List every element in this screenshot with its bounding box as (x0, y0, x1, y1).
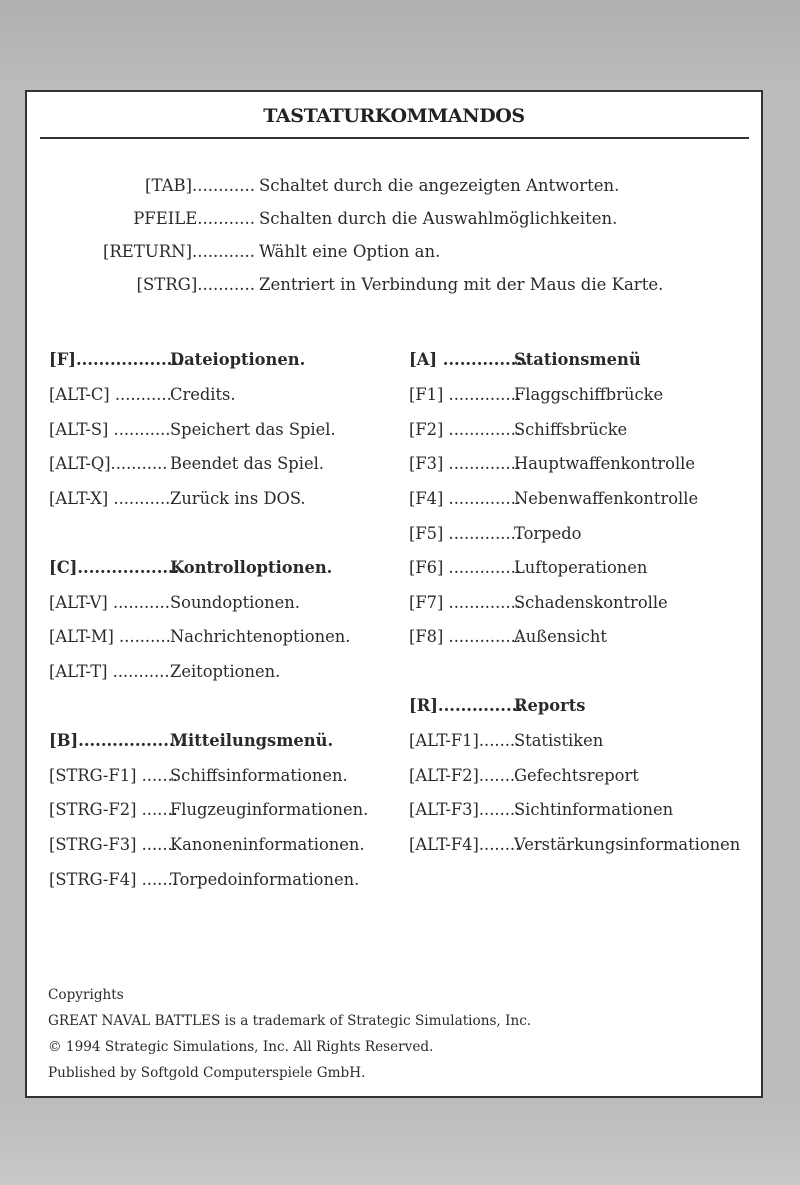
key-label: [F8] .............. (409, 627, 521, 646)
key-label: [TAB]............ (145, 176, 255, 195)
command-description: Schiffsinformationen. (170, 766, 348, 785)
key-label: [STRG-F2] ....... (49, 800, 178, 819)
copyright-heading: Copyrights (48, 987, 124, 1003)
command-description: Speichert das Spiel. (170, 420, 336, 439)
key-label: [RETURN]............ (102, 242, 255, 261)
command-description: Hauptwaffenkontrolle (514, 454, 696, 473)
command-description: Schiffsbrücke (514, 420, 628, 439)
command-description: Schadenskontrolle (514, 593, 668, 612)
key-label: [STRG]........... (136, 275, 255, 294)
command-description: Verstärkungsinformationen (514, 835, 741, 854)
section-title: Mitteilungsmenü. (170, 731, 334, 750)
background-bottom (0, 1100, 800, 1185)
command-description: Sichtinformationen (514, 800, 674, 819)
key-row-ctrl (27, 275, 761, 299)
key-label: [B]................... (49, 731, 186, 750)
key-label: [F1] .............. (409, 385, 521, 404)
key-label: [C]................... (49, 558, 186, 577)
command-description: Beendet das Spiel. (170, 454, 324, 473)
key-label: [ALT-X] ........... (49, 489, 171, 508)
trademark-line: GREAT NAVAL BATTLES is a trademark of Strategic Simulations, Inc. (48, 1013, 532, 1029)
key-description: Wählt eine Option an. (259, 242, 441, 261)
key-label: [STRG-F1] ....... (49, 766, 178, 785)
key-row-tab (27, 176, 761, 200)
command-description: Soundoptionen. (170, 593, 300, 612)
command-description: Außensicht (514, 627, 607, 646)
section-title: Stationsmenü (514, 350, 641, 369)
key-label: [F]................... (49, 350, 184, 369)
command-description: Gefechtsreport (514, 766, 639, 785)
manual-page (25, 90, 763, 1098)
command-description: Torpedo (514, 524, 582, 543)
key-label: [F4] .............. (409, 489, 521, 508)
command-description: Credits. (170, 385, 236, 404)
command-description: Torpedoinformationen. (170, 870, 360, 889)
key-label: [A] ............... (409, 350, 528, 369)
key-label: [ALT-V] ........... (49, 593, 170, 612)
key-description: Schaltet durch die angezeigten Antworten. (259, 176, 620, 195)
key-label: [R]............... (409, 696, 523, 715)
key-label: [STRG-F4] ....... (49, 870, 178, 889)
copyright-block (48, 985, 531, 1089)
command-description: Flaggschiffbrücke (514, 385, 664, 404)
command-description: Kanoneninformationen. (170, 835, 365, 854)
key-label: [F3] .............. (409, 454, 521, 473)
key-label: [STRG-F3] ....... (49, 835, 178, 854)
title-rule (40, 137, 749, 139)
command-description: Nebenwaffenkontrolle (514, 489, 699, 508)
key-label: [ALT-T] ........... (49, 662, 170, 681)
command-description: Zurück ins DOS. (170, 489, 306, 508)
key-label: [ALT-F3]........ (409, 800, 521, 819)
command-description: Luftoperationen (514, 558, 648, 577)
key-label: [ALT-M] .......... (49, 627, 171, 646)
copyright-line: © 1994 Strategic Simulations, Inc. All Rights Reserved. (48, 1039, 434, 1055)
section-title: Dateioptionen. (170, 350, 306, 369)
section-title: Reports (514, 696, 586, 715)
key-label: [ALT-F4]........ (409, 835, 521, 854)
publisher-line: Published by Softgold Computerspiele GmbH. (48, 1065, 366, 1081)
key-label: [F7] .............. (409, 593, 521, 612)
key-description: Schalten durch die Auswahlmöglichkeiten. (259, 209, 618, 228)
command-description: Flugzeuginformationen. (170, 800, 369, 819)
key-label: [ALT-Q]........... (49, 454, 168, 473)
key-row-return (27, 242, 761, 266)
command-description: Nachrichtenoptionen. (170, 627, 351, 646)
key-label: PFEILE........... (133, 209, 255, 228)
section-title: Kontrolloptionen. (170, 558, 333, 577)
page-title: TASTATURKOMMANDOS (263, 105, 525, 127)
key-label: [ALT-F2]........ (409, 766, 521, 785)
key-label: [ALT-C] ........... (49, 385, 172, 404)
key-label: [F5] .............. (409, 524, 521, 543)
key-label: [ALT-F1]........ (409, 731, 521, 750)
key-label: [ALT-S] ........... (49, 420, 171, 439)
command-description: Statistiken (514, 731, 604, 750)
key-description: Zentriert in Verbindung mit der Maus die Karte. (259, 275, 664, 294)
background-top (0, 0, 800, 90)
key-row-arrows (27, 209, 761, 233)
key-label: [F6] .............. (409, 558, 521, 577)
key-label: [F2] .............. (409, 420, 521, 439)
command-description: Zeitoptionen. (170, 662, 281, 681)
